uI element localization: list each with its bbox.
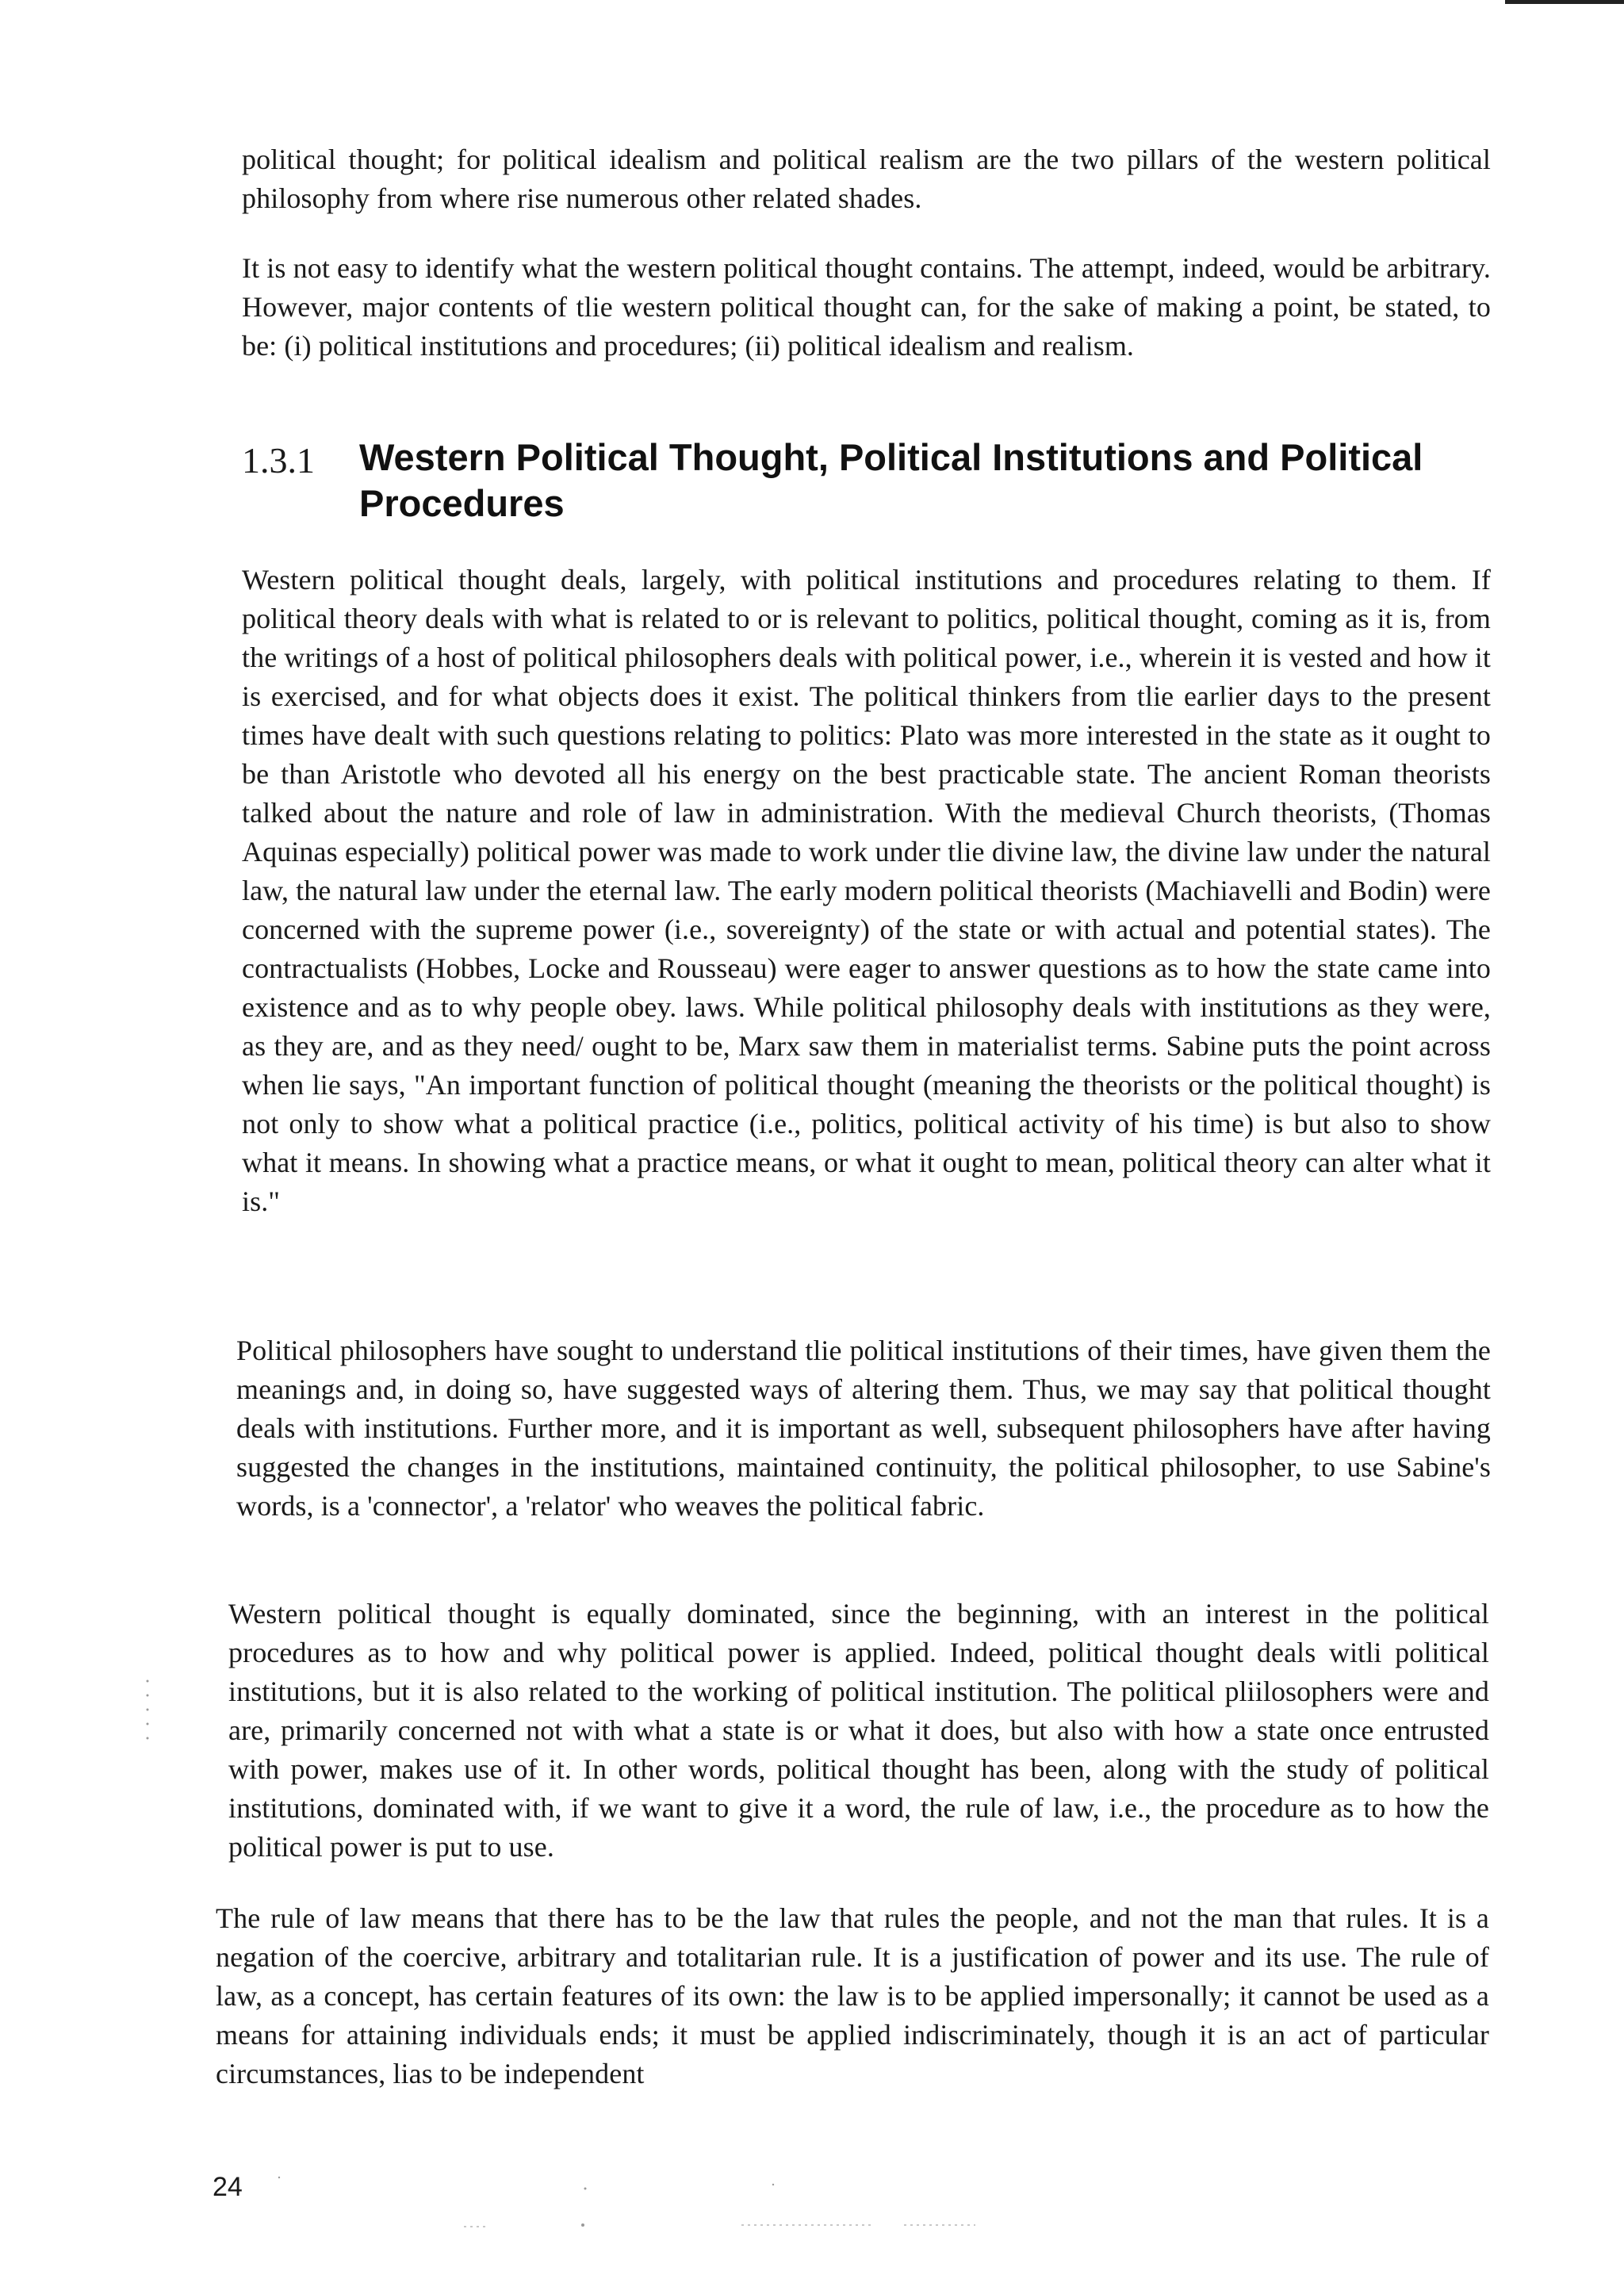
paragraph-political-procedures: Western political thought is equally dominated, since the beginning, with an interest in the political procedures as to how and why political power is applied. Indeed, political thought deals witli political institutions, but it is also related to the working of political institution. The political pliilosophers were and are, primarily concerned not with what a state is or what it does, but also with how a state once entrusted with power, makes use of it. In other words, political thought has been, along with the study of political institutions, dominated with, if we want to give it a word, the rule of law, i.e., the procedure as to how the political power is put to use. bbox=[228, 1598, 1489, 1863]
paragraph-idealism-realism-continued: political thought; for political idealism and political realism are the two pillars of the western political philosophy from where rise numerous other related shades. bbox=[242, 144, 1491, 214]
paragraph-political-philosophers: Political philosophers have sought to understand tlie political institutions of their times, have given them the meanings and, in doing so, have suggested ways of altering them. Thus, we may say that political thought deals with institutions. Further more, and it is important as well, subsequent philosophers have after having suggested the changes in the institutions, maintained continuity, the political philosopher, to use Sabine's words, is a 'connector', a 'relator' who weaves the political fabric. bbox=[236, 1335, 1491, 1522]
section-number: 1.3.1 bbox=[242, 440, 315, 481]
section-title: Western Political Thought, Political Institutions and Political Procedures bbox=[359, 436, 1423, 524]
paragraph-contents-of-western-thought: It is not easy to identify what the western political thought contains. The attempt, indeed, would be arbitrary. However, major contents of tlie western political thought can, for the sake of making a point, be stated, to be: (i) political institutions and procedures; (ii) political idealism and realism. bbox=[242, 252, 1491, 362]
paragraph-rule-of-law: The rule of law means that there has to be the law that rules the people, and not the man that rules. It is a negation of the coercive, arbitrary and totalitarian rule. It is a justification of power and its use. The rule of law, as a concept, has certain features of its own: the law is to be applied impersonally; it cannot be used as a means for attaining individuals ends; it must be applied indiscriminately, though it is an act of particular circumstances, lias to be independent bbox=[216, 1902, 1489, 2089]
paragraph-institutions-and-procedures: Western political thought deals, largely, with political institutions and procedures relating to them. If political theory deals with what is related to or is relevant to politics, political thought, coming as it is, from the writings of a host of political philosophers deals with political power, i.e., wherein it is vested and how it is exercised, and for what objects does it exist. The political thinkers from tlie earlier days to the present times have dealt with such questions relating to politics: Plato was more interested in the state as it ought to be than Aristotle who devoted all his energy on the best practicable state. The ancient Roman theorists talked about the nature and role of law in administration. With the medieval Church theorists, (Thomas Aquinas especially) political power was made to work under tlie divine law, the divine law under the natural law, the natural law under the eternal law. The early modern political theorists (Machiavelli and Bodin) were concerned with the supreme power (i.e., sovereignty) of the state or with actual and potential states). The contractualists (Hobbes, Locke and Rousseau) were eager to answer questions as to how the state came into existence and as to why people obey. laws. While political philosophy deals with institutions as they were, as they are, and as they need/ ought to be, Marx saw them in materialist terms. Sabine puts the point across when lie says, "An important function of political thought (meaning the theorists or the political thought) is not only to show what a political practice (i.e., politics, political activity of his time) is but also to show what it means. In showing what a practice means, or what it ought to mean, political theory can alter what it is." bbox=[242, 564, 1492, 1217]
page-number: 24 bbox=[213, 2172, 243, 2202]
